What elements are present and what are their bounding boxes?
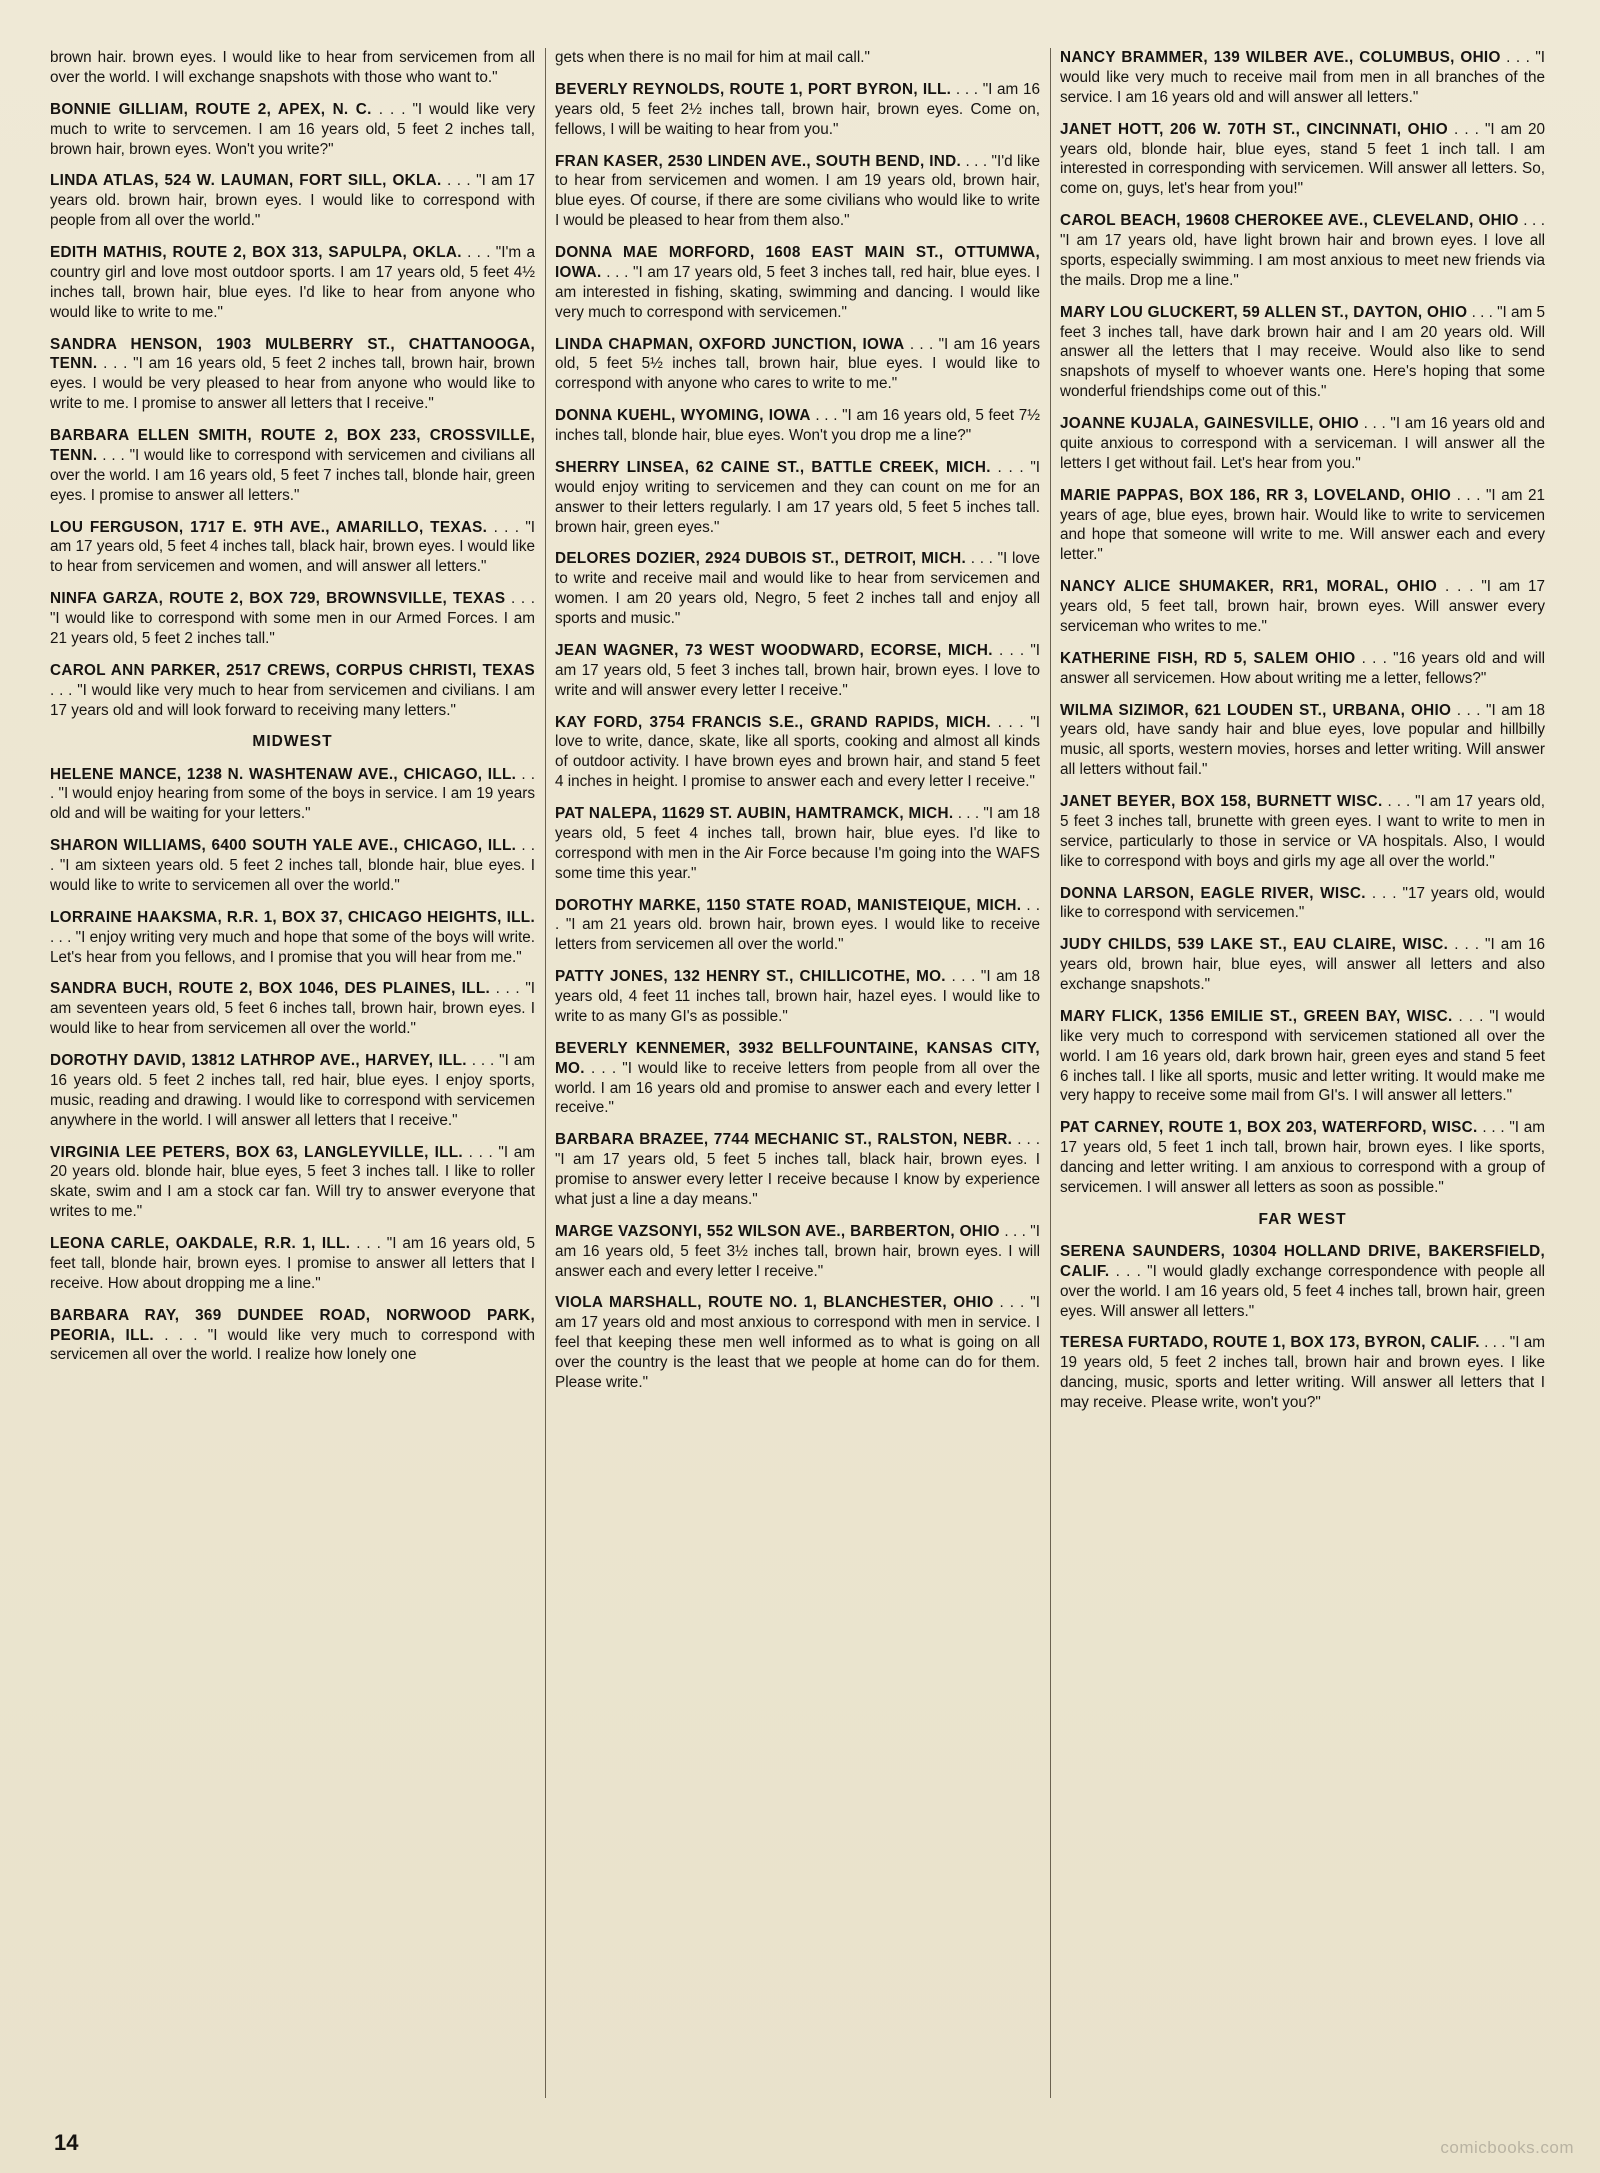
entry-name-address: NANCY ALICE SHUMAKER, RR1, MORAL, OHIO bbox=[1060, 578, 1438, 596]
entry-message: . . . "I enjoy writing very much and hope that some of the boys will write. Let's hear from you fellows, and I promise that you will hear from me." bbox=[50, 928, 535, 966]
entry-message: . . . "I am 17 years old, have light brown hair and brown eyes. I love all sports, especially swimming. I am most anxious to meet new friends via the mails. Drop me a line." bbox=[1060, 212, 1545, 289]
pen-pal-entry bbox=[555, 458, 1040, 538]
entry-message: . . . "I am 16 years old, 5 feet tall, blonde hair, brown eyes. I promise to answer all letters that I receive. How about dropping me a line." bbox=[50, 1235, 535, 1292]
page-number: 14 bbox=[54, 2130, 79, 2155]
entry-name-address: KAY FORD, 3754 FRANCIS S.E., GRAND RAPIDS, MICH. bbox=[555, 713, 991, 731]
entry-message: . . . "I would like very much to hear from servicemen and civilians. I am 17 years old and will look forward to receiving many letters." bbox=[50, 681, 535, 719]
pen-pal-entry bbox=[50, 518, 535, 578]
entry-message: . . . "I would like very much to correspond with servicemen all over the world. I realize how lonely one bbox=[50, 1326, 535, 1364]
entry-message: . . . "I am 17 years old, 5 feet tall, brown hair, brown eyes. Will answer every serviceman who writes to me." bbox=[1060, 578, 1545, 635]
entry-message: . . . "I am 16 years old, 5 feet 5½ inches tall, brown hair, blue eyes. I would like to correspond with anyone who cares to write to me." bbox=[555, 335, 1040, 393]
entry-name-address: LEONA CARLE, OAKDALE, R.R. 1, ILL. bbox=[50, 1235, 351, 1253]
entry-message: . . . "I am 16 years old, brown hair, blue eyes, will answer all letters and also exchange snapshots." bbox=[1060, 936, 1545, 993]
entry-name-address: MARGE VAZSONYI, 552 WILSON AVE., BARBERTON, OHIO bbox=[555, 1222, 1000, 1240]
pen-pal-entry bbox=[50, 48, 535, 88]
pen-pal-entry bbox=[555, 896, 1040, 956]
entry-name-address: DELORES DOZIER, 2924 DUBOIS ST., DETROIT, MICH. bbox=[555, 550, 967, 568]
column-3 bbox=[1060, 48, 1545, 2098]
entry-name-address: HELENE MANCE, 1238 N. WASHTENAW AVE., CHICAGO, ILL. bbox=[50, 765, 517, 783]
site-watermark: comicbooks.com bbox=[1440, 2138, 1574, 2157]
pen-pal-entry bbox=[50, 661, 535, 721]
entry-message: . . . "I am 17 years old, 5 feet 3 inches tall, brunette with green eyes. I want to write to men in service, particularly to those in service or VA hospitals. Also, I would like to correspond with boys and girls my age all over the world." bbox=[1060, 793, 1545, 870]
entry-name-address: NINFA GARZA, ROUTE 2, BOX 729, BROWNSVILLE, TEXAS bbox=[50, 590, 506, 608]
entry-message: . . . "I am 18 years old, have sandy hair and blue eyes, love popular and hillbilly music, all sports, western movies, horses and letter writing. Will answer all letters without fail." bbox=[1060, 701, 1545, 779]
entry-message: . . . "I am 21 years old. brown hair, brown eyes. I would like to receive letters from servicemen all over the world." bbox=[555, 896, 1040, 954]
entry-name-address: MARY LOU GLUCKERT, 59 ALLEN ST., DAYTON, OHIO bbox=[1060, 303, 1468, 321]
pen-pal-entry bbox=[555, 335, 1040, 395]
entry-message: . . . "I would like very much to write to servcemen. I am 16 years old, 5 feet 2 inches tall, brown hair, brown eyes. Won't you write?" bbox=[50, 100, 535, 158]
entry-message: . . . "I am 19 years old, 5 feet 2 inches tall, brown hair and brown eyes. I like dancing, music, sports and letter writing. Will answer all letters that I may receive. Please write, won't you?" bbox=[1060, 1334, 1545, 1412]
entry-name-address: SANDRA BUCH, ROUTE 2, BOX 1046, DES PLAINES, ILL. bbox=[50, 980, 491, 998]
entry-name-address: WILMA SIZIMOR, 621 LOUDEN ST., URBANA, OHIO bbox=[1060, 701, 1452, 719]
entry-name-address: JUDY CHILDS, 539 LAKE ST., EAU CLAIRE, WISC. bbox=[1060, 936, 1449, 954]
entry-message: . . . "I love to write and receive mail and would like to hear from servicemen and women. I am 20 years old, Negro, 5 feet 2 inches tall and enjoy all sports and music." bbox=[555, 550, 1040, 627]
entry-name-address: BEVERLY REYNOLDS, ROUTE 1, PORT BYRON, ILL. bbox=[555, 80, 952, 98]
entry-name-address: BONNIE GILLIAM, ROUTE 2, APEX, N. C. bbox=[50, 100, 372, 118]
pen-pal-entry bbox=[50, 335, 535, 415]
entry-message: . . . "I am seventeen years old, 5 feet 6 inches tall, brown hair, brown eyes. I would like to hear from servicemen all over the world." bbox=[50, 980, 535, 1038]
entry-message: . . . "I would like very much to receive mail from men in all branches of the service. I am 16 years old and will answer all letters." bbox=[1060, 49, 1545, 106]
entry-message: . . . "I would gladly exchange correspondence with people all over the world. I am 16 years old, 5 feet 4 inches tall, brown hair, green eyes. Will answer all letters." bbox=[1060, 1262, 1545, 1320]
entry-name-address: JEAN WAGNER, 73 WEST WOODWARD, ECORSE, MICH. bbox=[555, 641, 993, 659]
entry-message: . . . "I am 16 years old, 5 feet 3½ inches tall, brown hair, brown eyes. I will answer each and every letter I receive." bbox=[555, 1222, 1040, 1280]
entry-name-address: JOANNE KUJALA, GAINESVILLE, OHIO bbox=[1060, 415, 1359, 432]
entry-message: . . . "I would enjoy hearing from some of the boys in service. I am 19 years old and will be waiting for your letters." bbox=[50, 765, 535, 823]
entry-name-address: DOROTHY DAVID, 13812 LATHROP AVE., HARVEY, ILL. bbox=[50, 1052, 467, 1070]
pen-pal-entry bbox=[50, 908, 535, 968]
entry-message: brown hair. brown eyes. I would like to hear from servicemen from all over the world. I will exchange snapshots with those who want to." bbox=[50, 49, 535, 86]
pen-pal-entry bbox=[555, 1039, 1040, 1119]
entry-name-address: PAT NALEPA, 11629 ST. AUBIN, HAMTRAMCK, MICH. bbox=[555, 805, 954, 822]
pen-pal-entry bbox=[555, 1293, 1040, 1392]
entry-name-address: VIRGINIA LEE PETERS, BOX 63, LANGLEYVILLE, ILL. bbox=[50, 1143, 463, 1161]
entry-message: . . . "I am sixteen years old. 5 feet 2 inches tall, blonde hair, blue eyes. I would like to write to servicemen all over the world." bbox=[50, 837, 535, 894]
entry-name-address: PAT CARNEY, ROUTE 1, BOX 203, WATERFORD, WISC. bbox=[1060, 1119, 1478, 1137]
entry-message: . . . "I am 17 years old, 5 feet 5 inches tall, black hair, brown eyes. I promise to answer every letter I receive because I know by experience what just a line a day means." bbox=[555, 1131, 1040, 1208]
pen-pal-entry bbox=[555, 48, 1040, 68]
entry-name-address: LOU FERGUSON, 1717 E. 9TH AVE., AMARILLO, TEXAS. bbox=[50, 518, 488, 536]
pen-pal-entry bbox=[1060, 649, 1545, 689]
pen-pal-entry bbox=[1060, 1118, 1545, 1198]
entry-name-address: BARBARA BRAZEE, 7744 MECHANIC ST., RALSTON, NEBR. bbox=[555, 1131, 1013, 1149]
entry-message: . . . "I am 5 feet 3 inches tall, have dark brown hair and I am 20 years old. Will answer all the letters that I may receive. Would also like to send snapshots of myself to whoever wants one. Here's hoping that some wonderful friendships come out of this." bbox=[1060, 303, 1545, 401]
entry-message: . . . "I am 17 years old, 5 feet 1 inch tall, brown hair, brown eyes. I like sports, dancing and letter writing. I am anxious to correspond with a group of servicemen. I will answer all letters as soon as possible." bbox=[1060, 1119, 1545, 1196]
pen-pal-entry bbox=[1060, 935, 1545, 995]
entry-name-address: MARIE PAPPAS, BOX 186, RR 3, LOVELAND, OHIO bbox=[1060, 486, 1452, 504]
entry-name-address: DOROTHY MARKE, 1150 STATE ROAD, MANISTEIQUE, MICH. bbox=[555, 896, 1022, 914]
entry-name-address: JANET HOTT, 206 W. 70TH ST., CINCINNATI, OHIO bbox=[1060, 120, 1448, 138]
entry-name-address: MARY FLICK, 1356 EMILIE ST., GREEN BAY, WISC. bbox=[1060, 1007, 1453, 1025]
entry-name-address: CAROL ANN PARKER, 2517 CREWS, CORPUS CHRISTI, TEXAS bbox=[50, 661, 535, 679]
pen-pal-entry bbox=[1060, 792, 1545, 872]
entry-name-address: TERESA FURTADO, ROUTE 1, BOX 173, BYRON, CALIF. bbox=[1060, 1334, 1480, 1352]
pen-pal-entry bbox=[555, 1222, 1040, 1282]
pen-pal-entry bbox=[50, 1051, 535, 1131]
entry-message: . . . "I am 17 years old, 5 feet 3 inches tall, red hair, blue eyes. I am interested in fishing, skating, swimming and dancing. I would like very much to correspond with servicemen." bbox=[555, 263, 1040, 321]
pen-pal-entry bbox=[1060, 884, 1545, 924]
entry-name-address: SANDRA HENSON, 1903 MULBERRY ST., CHATTANOOGA, TENN. bbox=[50, 335, 535, 373]
entry-name-address: BARBARA RAY, 369 DUNDEE ROAD, NORWOOD PARK, PEORIA, ILL. bbox=[50, 1306, 535, 1344]
pen-pal-entry bbox=[50, 171, 535, 231]
column-1 bbox=[50, 48, 535, 2098]
entry-name-address: LORRAINE HAAKSMA, R.R. 1, BOX 37, CHICAGO HEIGHTS, ILL. bbox=[50, 908, 535, 926]
entry-name-address: PATTY JONES, 132 HENRY ST., CHILLICOTHE, MO. bbox=[555, 968, 946, 986]
pen-pal-entry bbox=[1060, 303, 1545, 402]
entry-name-address: LINDA CHAPMAN, OXFORD JUNCTION, IOWA bbox=[555, 335, 905, 353]
pen-pal-entry bbox=[50, 100, 535, 160]
entry-name-address: SERENA SAUNDERS, 10304 HOLLAND DRIVE, BAKERSFIELD, CALIF. bbox=[1060, 1242, 1545, 1280]
entry-message: . . . "I am 16 years old and quite anxious to correspond with a serviceman. I will answer all the letters I get without fail. Let's hear from you." bbox=[1060, 415, 1545, 472]
pen-pal-entry bbox=[555, 80, 1040, 140]
pen-pal-entry bbox=[555, 1130, 1040, 1210]
pen-pal-entry bbox=[50, 979, 535, 1039]
entry-message: . . . "I am 16 years old, 5 feet 2½ inches tall, brown hair, brown eyes. Come on, fellows, I will be waiting to hear from you." bbox=[555, 80, 1040, 138]
pen-pal-entry bbox=[1060, 1242, 1545, 1322]
entry-message: . . . "I am 18 years old, 5 feet 4 inches tall, brown hair, blue eyes. I'd like to correspond with men in the Air Force because I'm going into the WAFS some time this year." bbox=[555, 805, 1040, 882]
pen-pal-entry bbox=[50, 836, 535, 896]
pen-pal-entry bbox=[1060, 1333, 1545, 1413]
entry-name-address: NANCY BRAMMER, 139 WILBER AVE., COLUMBUS, OHIO bbox=[1060, 49, 1501, 66]
region-heading: FAR WEST bbox=[1258, 1210, 1347, 1228]
pen-pal-entry bbox=[555, 243, 1040, 323]
entry-name-address: DONNA LARSON, EAGLE RIVER, WISC. bbox=[1060, 884, 1366, 902]
pen-pal-entry bbox=[1060, 120, 1545, 200]
pen-pal-entry bbox=[1060, 414, 1545, 474]
entry-message: . . . "I am 16 years old. 5 feet 2 inches tall, red hair, blue eyes. I enjoy sports, music, reading and drawing. I would like to correspond with servicemen anywhere in the world. I will answer all letters that I receive." bbox=[50, 1052, 535, 1129]
entry-message: . . . "I'm a country girl and love most outdoor sports. I am 17 years old, 5 feet 4½ inches tall, brown hair, blue eyes. I'd like to hear from anyone who would like to write to me." bbox=[50, 244, 535, 321]
region-heading: MIDWEST bbox=[252, 733, 333, 751]
entry-message: . . . "17 years old, would like to correspond with servicemen." bbox=[1060, 884, 1545, 922]
pen-pal-entry bbox=[1060, 48, 1545, 108]
entry-message: . . . "I would enjoy writing to servicemen and they can count on me for an answer to their letters regularly. I am 17 years old, 5 feet 5 inches tall. brown hair, green eyes." bbox=[555, 458, 1040, 536]
entry-message: . . . "I would like to receive letters from people from all over the world. I am 16 years old and promise to answer each and every letter I receive." bbox=[555, 1059, 1040, 1117]
entry-message: . . . "16 years old and will answer all servicemen. How about writing me a letter, fellows?" bbox=[1060, 649, 1545, 687]
entry-message: . . . "I would like to correspond with servicemen and civilians all over the world. I am 16 years old, 5 feet 7 inches tall, blonde hair, green eyes. I promise to answer all letters." bbox=[50, 446, 535, 504]
entry-message: . . . "I love to write, dance, skate, like all sports, cooking and almost all kinds of outdoor activity. I have brown eyes and brown hair, and stand 5 feet 4 inches in height. I promise to answer each and every letter I receive." bbox=[555, 713, 1040, 791]
entry-name-address: BEVERLY KENNEMER, 3932 BELLFOUNTAINE, KANSAS CITY, MO. bbox=[555, 1039, 1040, 1077]
entry-name-address: FRAN KASER, 2530 LINDEN AVE., SOUTH BEND, IND. bbox=[555, 152, 962, 170]
entry-message: . . . "I am 20 years old, blonde hair, blue eyes, stand 5 feet 1 inch tall. I am interested in corresponding with servicemen. Will answer all letters. So, come on, guys, let's hear from you!" bbox=[1060, 120, 1545, 198]
entry-name-address: DONNA MAE MORFORD, 1608 EAST MAIN ST., OTTUMWA, IOWA. bbox=[555, 244, 1040, 281]
entry-message: . . . "I am 17 years old and most anxious to correspond with men in service. I feel that keeping these men well informed as to what is going on all over the country is the least that we people at home can do for them. Please write." bbox=[555, 1294, 1040, 1391]
pen-pal-entry bbox=[555, 713, 1040, 793]
pen-pal-entry bbox=[50, 1306, 535, 1366]
column-divider bbox=[1050, 48, 1051, 2098]
pen-pal-columns bbox=[50, 48, 1545, 2098]
pen-pal-entry bbox=[1060, 1007, 1545, 1106]
pen-pal-entry bbox=[50, 765, 535, 825]
entry-message: . . . "I am 16 years old, 5 feet 7½ inches tall, blonde hair, blue eyes. Won't you drop me a line?" bbox=[555, 407, 1040, 444]
entry-message: . . . "I am 16 years old, 5 feet 2 inches tall, brown hair, brown eyes. I would be very pleased to hear from anyone who would like to write to me. I promise to answer all letters that I receive." bbox=[50, 355, 535, 413]
pen-pal-entry bbox=[555, 406, 1040, 446]
entry-message: . . . "I am 17 years old, 5 feet 3 inches tall, brown hair, brown eyes. I love to write and will answer every letter I receive." bbox=[555, 641, 1040, 699]
pen-pal-entry bbox=[555, 549, 1040, 629]
entry-message: . . . "I am 18 years old, 4 feet 11 inches tall, brown hair, hazel eyes. I would like to write to as many GI's as possible." bbox=[555, 968, 1040, 1025]
entry-message: . . . "I would like to correspond with some men in our Armed Forces. I am 21 years old, 5 feet 2 inches tall." bbox=[50, 590, 535, 647]
entry-message: . . . "I am 21 years of age, blue eyes, brown hair. Would like to write to servicemen and hope that someone will write to me. Will answer each and every letter." bbox=[1060, 486, 1545, 564]
entry-message: . . . "I am 17 years old, 5 feet 4 inches tall, black hair, brown eyes. I would like to hear from servicemen and women, and will answer all letters." bbox=[50, 518, 535, 576]
entry-name-address: BARBARA ELLEN SMITH, ROUTE 2, BOX 233, CROSSVILLE, TENN. bbox=[50, 427, 535, 464]
pen-pal-entry bbox=[555, 967, 1040, 1027]
pen-pal-entry bbox=[1060, 211, 1545, 291]
entry-name-address: KATHERINE FISH, RD 5, SALEM OHIO bbox=[1060, 649, 1356, 667]
entry-name-address: EDITH MATHIS, ROUTE 2, BOX 313, SAPULPA, OKLA. bbox=[50, 244, 462, 261]
pen-pal-entry bbox=[50, 1143, 535, 1223]
pen-pal-entry bbox=[1060, 701, 1545, 781]
column-2 bbox=[555, 48, 1040, 2098]
pen-pal-entry bbox=[50, 1234, 535, 1294]
entry-name-address: LINDA ATLAS, 524 W. LAUMAN, FORT SILL, OKLA. bbox=[50, 172, 442, 190]
entry-message: gets when there is no mail for him at mail call." bbox=[555, 49, 870, 66]
pen-pal-entry bbox=[50, 243, 535, 323]
pen-pal-entry bbox=[50, 589, 535, 649]
entry-name-address: JANET BEYER, BOX 158, BURNETT WISC. bbox=[1060, 793, 1383, 810]
pen-pal-entry bbox=[555, 804, 1040, 884]
entry-name-address: CAROL BEACH, 19608 CHEROKEE AVE., CLEVELAND, OHIO bbox=[1060, 212, 1519, 230]
entry-name-address: SHERRY LINSEA, 62 CAINE ST., BATTLE CREEK, MICH. bbox=[555, 458, 991, 476]
pen-pal-entry bbox=[555, 641, 1040, 701]
pen-pal-entry bbox=[1060, 577, 1545, 637]
pen-pal-entry bbox=[1060, 486, 1545, 566]
entry-message: . . . "I would like very much to correspond with servicemen stationed all over the world. I am 16 years old, dark brown hair, green eyes and stand 5 feet 6 inches tall. I like all sports, music and letter writing. It would make me very happy to receive some mail from GI's. I will answer all letters." bbox=[1060, 1007, 1545, 1105]
entry-name-address: SHARON WILLIAMS, 6400 SOUTH YALE AVE., CHICAGO, ILL. bbox=[50, 837, 517, 855]
pen-pal-entry bbox=[555, 152, 1040, 232]
pen-pal-entry bbox=[50, 426, 535, 506]
column-divider bbox=[545, 48, 546, 2098]
entry-message: . . . "I am 20 years old. blonde hair, blue eyes, 5 feet 3 inches tall. I like to roller skate, swim and I am a stock car fan. Will try to answer everyone that writes to me." bbox=[50, 1143, 535, 1221]
entry-name-address: VIOLA MARSHALL, ROUTE NO. 1, BLANCHESTER, OHIO bbox=[555, 1294, 994, 1312]
entry-message: . . . "I am 17 years old. brown hair, brown eyes. I would like to correspond with people from all over the world." bbox=[50, 172, 535, 230]
entry-name-address: DONNA KUEHL, WYOMING, IOWA bbox=[555, 407, 811, 425]
entry-message: . . . "I'd like to hear from servicemen and women. I am 19 years old, brown hair, blue eyes. Of course, if there are some civilians who would like to write I would be pleased to hear from them also." bbox=[555, 152, 1040, 230]
